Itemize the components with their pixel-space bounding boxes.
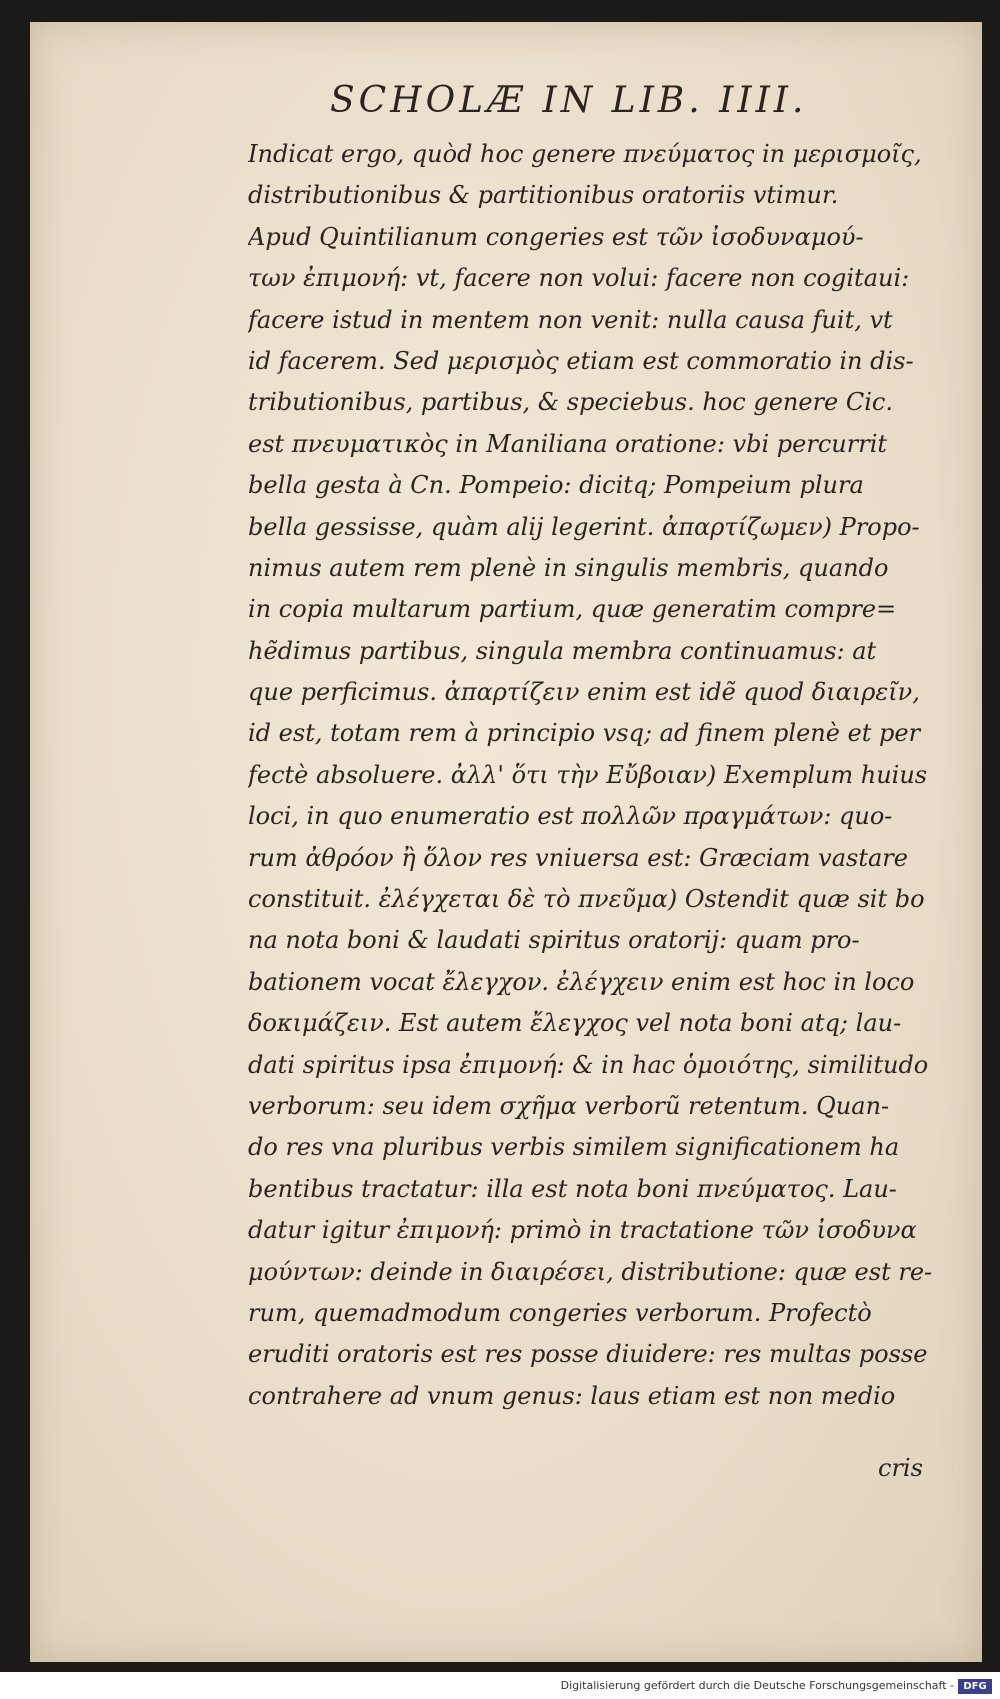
text-line: constituit. ἐλέγχεται δὲ τὸ πνεῦμα) Ostendit quæ sit bo (248, 885, 925, 914)
text-line: nimus autem rem plenè in singulis membris, quando (248, 553, 889, 582)
text-line: bentibus tractatur: illa est nota boni πνεύματος. Lau- (248, 1174, 897, 1203)
text-line: in copia multarum partium, quæ generatim compre= (248, 595, 897, 624)
text-line: id facerem. Sed μερισμὸς etiam est commoratio in dis- (248, 346, 914, 375)
text-line: eruditi oratoris est res posse diuidere: res multas posse (248, 1340, 928, 1369)
text-line: tributionibus, partibus, & speciebus. hoc genere Cic. (248, 388, 893, 417)
text-line: δοκιμάζειν. Est autem ἔλεγχος vel nota boni atq; lau- (248, 1009, 902, 1038)
text-line: Apud Quintilianum congeries est τῶν ἰσοδυναμού- (248, 222, 864, 251)
text-line: fectè absoluere. ἀλλ' ὅτι τὴν Εὔβοιαν) Exemplum huius (248, 760, 928, 789)
text-line: distributionibus & partitionibus oratoriis vtimur. (248, 181, 839, 210)
body-text (248, 134, 973, 1417)
text-line: των ἐπιμονή: vt, facere non volui: facere non cogitaui: (248, 264, 910, 293)
text-line: contrahere ad vnum genus: laus etiam est non medio (248, 1381, 896, 1410)
text-line: verborum: seu idem σχῆμα verborũ retentum. Quan- (248, 1091, 890, 1120)
text-line: bella gesta à Cn. Pompeio: dicitq; Pompeium plura (248, 471, 864, 500)
text-line: na nota boni & laudati spiritus oratorij: quam pro- (248, 926, 860, 955)
dfg-logo-icon: DFG (958, 1679, 992, 1694)
digitization-credit-bar (0, 1676, 1000, 1699)
text-line: datur igitur ἐπιμονή: primò in tractatione τῶν ἰσοδυνα (248, 1216, 917, 1245)
text-line: hẽdimus partibus, singula membra continuamus: at (248, 636, 877, 665)
running-head: SCHOLÆ IN LIB. IIII. (330, 80, 808, 121)
text-line: μούντων: deinde in διαιρέσει, distributione: quæ est re- (248, 1257, 933, 1286)
text-line: rum ἀθρόον ἢ ὅλον res vniuersa est: Græciam vastare (248, 843, 908, 872)
catchword: cris (878, 1454, 923, 1482)
text-line: bationem vocat ἔλεγχον. ἐλέγχειν enim est hoc in loco (248, 967, 915, 996)
text-line: id est, totam rem à principio vsq; ad finem plenè et per (248, 719, 921, 748)
text-line: rum, quemadmodum congeries verborum. Profectò (248, 1298, 872, 1327)
text-line: bella gessisse, quàm alij legerint. ἀπαρτίζωμεν) Propo- (248, 512, 920, 541)
text-line: facere istud in mentem non venit: nulla causa fuit, vt (248, 305, 893, 334)
book-page (30, 22, 982, 1662)
text-line: do res vna pluribus verbis similem significationem ha (248, 1133, 900, 1162)
digitization-credit: Digitalisierung gefördert durch die Deutsche Forschungsgemeinschaft - (560, 1679, 954, 1692)
text-line: que perficimus. ἀπαρτίζειν enim est idẽ quod διαιρεῖν, (248, 678, 920, 707)
text-line: dati spiritus ipsa ἐπιμονή: & in hac ὁμοιότης, similitudo (248, 1050, 929, 1079)
text-line: est πνευματικὸς in Maniliana oratione: vbi percurrit (248, 429, 888, 458)
text-line: loci, in quo enumeratio est πολλῶν πραγμάτων: quo- (248, 802, 893, 831)
text-line: Indicat ergo, quòd hoc genere πνεύματος in μερισμοῖς, (248, 140, 922, 168)
